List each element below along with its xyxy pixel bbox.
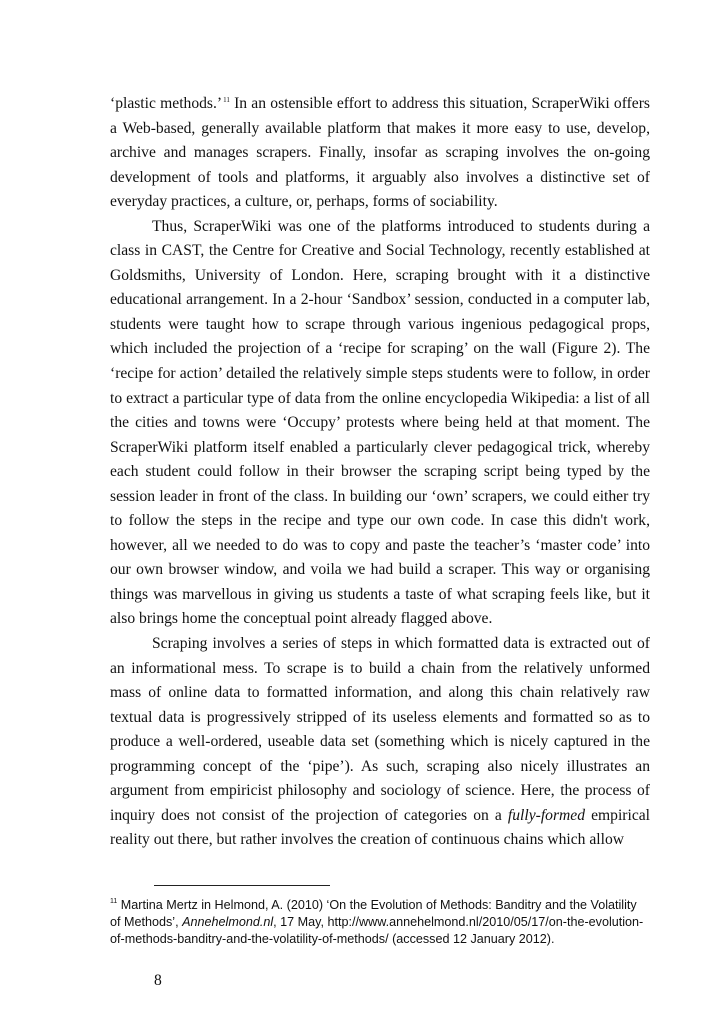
paragraph-3-emphasis: fully-formed	[507, 806, 586, 824]
footnote-number: 11	[110, 898, 118, 905]
paragraph-1	[110, 92, 650, 215]
footnote-text: Martina Mertz in Helmond, A. (2010) ‘On the Evolution of Methods: Banditry and the Volatility of Methods’,	[110, 898, 637, 929]
paragraph-1-opening: ‘plastic methods.’	[110, 95, 223, 112]
footnote-reference-11[interactable]: 11	[223, 96, 230, 104]
paragraph-3	[110, 632, 650, 853]
paragraph-1-text: In an ostensible effort to address this situation, ScraperWiki offers a Web-based, generally available platform that makes it more easy to use, develop, archive and manages scrapers. Finally, insofar as scraping involves the on-going development of tools and platforms, it arguably also involves a distinctive set of everyday practices, a culture, or, perhaps, forms of sociability.	[110, 95, 650, 211]
footnote-website-name: Annehelmond.nl	[182, 915, 274, 929]
paragraph-2: Thus, ScraperWiki was one of the platforms introduced to students during a class in CAST, the Centre for Creative and Social Technology, recently established at Goldsmiths, University of London. Here, scraping brought with it a distinctive educational arrangement. In a 2-hour ‘Sandbox’ session, conducted in a computer lab, students were taught how to scrape through various ingenious pedagogical props, which included the projection of a ‘recipe for scraping’ on the wall (Figure 2). The ‘recipe for action’ detailed the relatively simple steps students were to follow, in order to extract a particular type of data from the online encyclopedia Wikipedia: a list of all the cities and towns were ‘Occupy’ protests where being held at that moment. The ScraperWiki platform itself enabled a particularly clever pedagogical trick, whereby each student could follow in their browser the scraping script being typed by the session leader in front of the class. In building our ‘own’ scrapers, we could either try to follow the steps in the recipe and type our own code. In case this didn't work, however, all we needed to do was to copy and paste the teacher’s ‘master code’ into our own browser window, and voila we had build a scraper. This way or organising things was marvellous in giving us students a taste of what scraping feels like, but it also brings home the conceptual point already flagged above.	[110, 217, 650, 628]
main-body-text	[110, 92, 650, 853]
paragraph-3-text: Scraping involves a series of steps in which formatted data is extracted out of an informational mess. To scrape is to build a chain from the relatively unformed mass of online data to formatted information, and along this chain relatively raw textual data is progressively stripped of its useless elements and formatted so as to produce a well-ordered, useable data set (something which is nicely captured in the programming concept of the ‘pipe’). As such, scraping also nicely illustrates an argument from empiricist philosophy and sociology of science. Here, the process of inquiry does not consist of the projection of categories on a	[110, 635, 650, 824]
page-number: 8	[154, 972, 162, 989]
footnote-11	[110, 897, 650, 948]
footnote-citation-url: , 17 May, http://www.annehelmond.nl/2010/05/17/on-the-evolution-of-methods-banditry-and-the-volatility-of-methods/ (accessed 12 January 2012).	[110, 915, 644, 946]
paragraph-3-text-end: empirical reality out there, but rather involves the creation of continuous chains which allow	[110, 806, 650, 849]
footnote-separator	[154, 885, 330, 886]
